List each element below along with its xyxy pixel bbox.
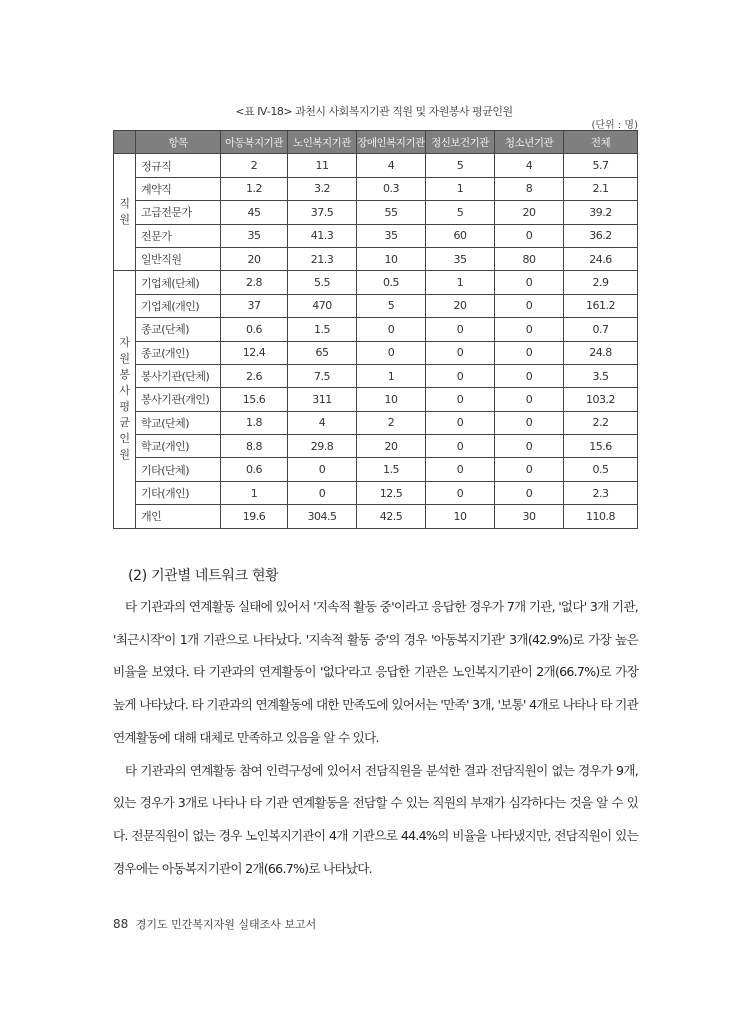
table-cell: 15.6 — [221, 388, 288, 411]
table-cell: 0.6 — [221, 318, 288, 341]
table-cell: 10 — [357, 388, 426, 411]
table-cell: 0 — [357, 341, 426, 364]
table-row — [114, 458, 638, 481]
table-cell: 0 — [495, 364, 564, 387]
table-cell: 0 — [426, 435, 495, 458]
table-cell: 80 — [495, 247, 564, 270]
section-heading: (2) 기관별 네트워크 현황 — [128, 568, 279, 584]
table-cell: 0.7 — [564, 318, 638, 341]
row-item-label: 고급전문가 — [136, 201, 221, 224]
table-cell: 3.2 — [288, 177, 357, 200]
table-row — [114, 247, 638, 270]
row-item-label: 종교(개인) — [136, 341, 221, 364]
table-cell: 15.6 — [564, 435, 638, 458]
row-item-label: 학교(개인) — [136, 435, 221, 458]
row-item-label: 개인 — [136, 505, 221, 528]
table-cell: 39.2 — [564, 201, 638, 224]
table-cell: 19.6 — [221, 505, 288, 528]
table-cell: 2.6 — [221, 364, 288, 387]
table-row — [114, 201, 638, 224]
table-cell: 20 — [426, 294, 495, 317]
table-cell: 11 — [288, 154, 357, 177]
table-title: <표 Ⅳ-18> 과천시 사회복지기관 직원 및 자원봉사 평균인원 — [235, 105, 513, 118]
column-header: 청소년기관 — [495, 131, 564, 154]
table-cell: 2 — [221, 154, 288, 177]
data-table — [113, 130, 638, 529]
table-cell: 37 — [221, 294, 288, 317]
table-row — [114, 318, 638, 341]
table-cell: 2.3 — [564, 481, 638, 504]
table-cell: 0.6 — [221, 458, 288, 481]
table-cell: 0 — [426, 458, 495, 481]
table-cell: 7.5 — [288, 364, 357, 387]
table-cell: 5 — [426, 201, 495, 224]
row-group-label — [114, 154, 136, 271]
table-row — [114, 411, 638, 434]
table-row — [114, 435, 638, 458]
table-cell: 0 — [495, 341, 564, 364]
table-cell: 2.8 — [221, 271, 288, 294]
table-cell: 0 — [495, 224, 564, 247]
table-cell: 35 — [357, 224, 426, 247]
table-cell: 24.6 — [564, 247, 638, 270]
table-row — [114, 224, 638, 247]
table-cell: 311 — [288, 388, 357, 411]
table-row — [114, 177, 638, 200]
table-row — [114, 294, 638, 317]
table-row — [114, 154, 638, 177]
table-cell: 20 — [221, 247, 288, 270]
table-cell: 5 — [357, 294, 426, 317]
row-item-label: 일반직원 — [136, 247, 221, 270]
table-cell: 1 — [221, 481, 288, 504]
table-cell: 110.8 — [564, 505, 638, 528]
table-row — [114, 271, 638, 294]
column-header: 노인복지기관 — [288, 131, 357, 154]
table-cell: 4 — [288, 411, 357, 434]
body-text — [113, 591, 638, 885]
table-cell: 45 — [221, 201, 288, 224]
table-cell: 24.8 — [564, 341, 638, 364]
paragraph: 타 기관과의 연계활동 참여 인력구성에 있어서 전담직원을 분석한 결과 전담직원이 없는 경우가 9개, 있는 경우가 3개로 나타나 타 기관 연계활동을 전담할 수 있는 직원의 부재가 심각하다는 것을 알 수 있다. 전문직원이 없는 경우 노인복지기관이 4개 기관으로 44.4%의 비율을 나타냈지만, 전담직원이 있는 경우에는 아동복지기관이 2개(66.7%)로 나타났다. — [113, 762, 638, 876]
table-cell: 0 — [495, 458, 564, 481]
table-cell: 5.5 — [288, 271, 357, 294]
row-item-label: 기업체(단체) — [136, 271, 221, 294]
table-cell: 103.2 — [564, 388, 638, 411]
table-cell: 10 — [426, 505, 495, 528]
table-cell: 8 — [495, 177, 564, 200]
table-cell: 8.8 — [221, 435, 288, 458]
row-group-text: 자원봉사평균인원 — [119, 336, 130, 462]
table-cell: 1.5 — [357, 458, 426, 481]
row-group-text: 직원 — [119, 197, 130, 227]
table-cell: 65 — [288, 341, 357, 364]
row-item-label: 종교(단체) — [136, 318, 221, 341]
table-cell: 0 — [495, 411, 564, 434]
column-header: 정신보건기관 — [426, 131, 495, 154]
table-cell: 4 — [357, 154, 426, 177]
table-cell: 470 — [288, 294, 357, 317]
table-cell: 0 — [426, 318, 495, 341]
row-item-label: 기타(개인) — [136, 481, 221, 504]
table-cell: 36.2 — [564, 224, 638, 247]
table-cell: 4 — [495, 154, 564, 177]
table-cell: 2.1 — [564, 177, 638, 200]
column-header: 아동복지기관 — [221, 131, 288, 154]
table-cell: 1.2 — [221, 177, 288, 200]
table-header-row — [114, 131, 638, 154]
table-cell: 0 — [426, 481, 495, 504]
table-cell: 12.4 — [221, 341, 288, 364]
table-row — [114, 364, 638, 387]
table-cell: 5 — [426, 154, 495, 177]
table-cell: 20 — [495, 201, 564, 224]
table-cell: 1 — [426, 271, 495, 294]
table-cell: 0 — [426, 411, 495, 434]
table-cell: 60 — [426, 224, 495, 247]
paragraph: 타 기관과의 연계활동 실태에 있어서 '지속적 활동 중'이라고 응답한 경우가 7개 기관, '없다' 3개 기관, '최근시작'이 1개 기관으로 나타났다. '지속적 활동 중'의 경우 '아동복지기관' 3개(42.9%)로 가장 높은 비율을 보였다. 타 기관과의 연계활동이 '없다'라고 응답한 기관은 노인복지기관이 2개(66.7%)로 가장 높게 나타났다. 타 기관과의 연계활동에 대한 만족도에 있어서는 '만족' 3개, '보통' 4개로 나타나 타 기관 연계활동에 대해 대체로 만족하고 있음을 알 수 있다. — [113, 599, 638, 745]
table-cell: 55 — [357, 201, 426, 224]
header-corner — [114, 131, 136, 154]
row-item-label: 기업체(개인) — [136, 294, 221, 317]
row-item-label: 학교(단체) — [136, 411, 221, 434]
table-cell: 5.7 — [564, 154, 638, 177]
table-cell: 1 — [357, 364, 426, 387]
table-cell: 2.9 — [564, 271, 638, 294]
table-cell: 0 — [495, 318, 564, 341]
table-cell: 0.3 — [357, 177, 426, 200]
table-cell: 20 — [357, 435, 426, 458]
table-cell: 42.5 — [357, 505, 426, 528]
row-item-label: 기타(단체) — [136, 458, 221, 481]
table-row — [114, 505, 638, 528]
table-cell: 10 — [357, 247, 426, 270]
table-cell: 2 — [357, 411, 426, 434]
table-cell: 0 — [495, 388, 564, 411]
unit-label: (단위 : 명) — [591, 120, 638, 131]
table-row — [114, 388, 638, 411]
row-item-label: 계약직 — [136, 177, 221, 200]
table-cell: 0 — [495, 481, 564, 504]
table-cell: 0 — [495, 294, 564, 317]
table-cell: 0 — [357, 318, 426, 341]
table-cell: 37.5 — [288, 201, 357, 224]
page-number: 88 — [113, 917, 129, 931]
table-cell: 12.5 — [357, 481, 426, 504]
table-row — [114, 481, 638, 504]
page-footer — [113, 916, 316, 932]
row-group-label — [114, 271, 136, 528]
table-cell: 0 — [288, 481, 357, 504]
report-title: 경기도 민간복지자원 실태조사 보고서 — [135, 918, 317, 931]
table-cell: 304.5 — [288, 505, 357, 528]
table-body — [114, 154, 638, 528]
table-cell: 21.3 — [288, 247, 357, 270]
column-header: 장애인복지기관 — [357, 131, 426, 154]
row-item-label: 봉사기관(단체) — [136, 364, 221, 387]
table-row — [114, 341, 638, 364]
table-cell: 0 — [495, 271, 564, 294]
table-cell: 161.2 — [564, 294, 638, 317]
row-item-label: 전문가 — [136, 224, 221, 247]
table-cell: 0 — [426, 388, 495, 411]
column-header: 항목 — [136, 131, 221, 154]
row-item-label: 정규직 — [136, 154, 221, 177]
table-cell: 0 — [426, 341, 495, 364]
table-cell: 0.5 — [357, 271, 426, 294]
table-cell: 3.5 — [564, 364, 638, 387]
table-cell: 0 — [288, 458, 357, 481]
table-cell: 41.3 — [288, 224, 357, 247]
table-cell: 0.5 — [564, 458, 638, 481]
table-cell: 35 — [221, 224, 288, 247]
table-cell: 35 — [426, 247, 495, 270]
table-cell: 1.5 — [288, 318, 357, 341]
table-cell: 29.8 — [288, 435, 357, 458]
table-cell: 0 — [426, 364, 495, 387]
table-cell: 30 — [495, 505, 564, 528]
row-item-label: 봉사기관(개인) — [136, 388, 221, 411]
table-cell: 1 — [426, 177, 495, 200]
table-cell: 0 — [495, 435, 564, 458]
column-header: 전체 — [564, 131, 638, 154]
table-cell: 2.2 — [564, 411, 638, 434]
table-cell: 1.8 — [221, 411, 288, 434]
